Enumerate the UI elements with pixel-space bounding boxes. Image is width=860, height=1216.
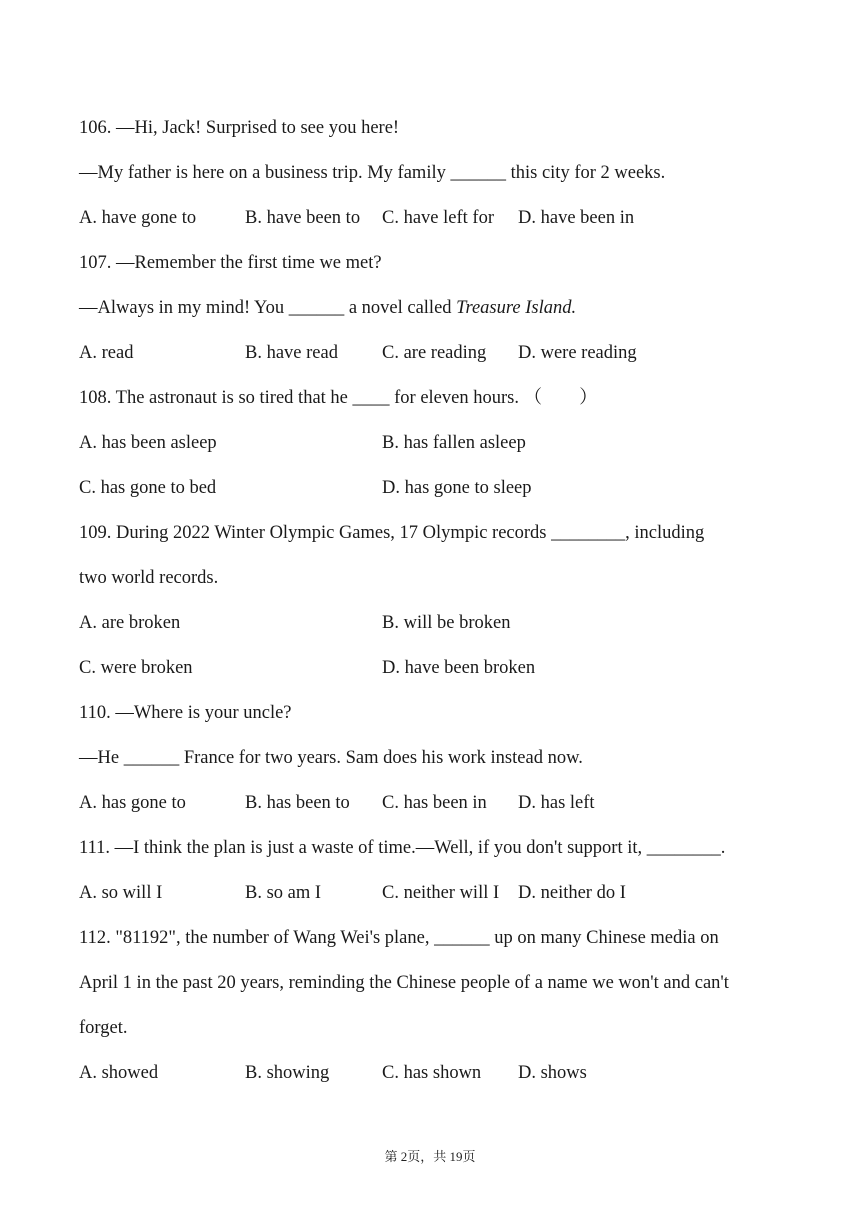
question-110-stem: 110. —Where is your uncle? [79, 703, 292, 723]
question-108-options-row2 [79, 476, 799, 500]
question-111-options [79, 881, 799, 905]
question-106-dialogue: —My father is here on a business trip. My family ______ this city for 2 weeks. [79, 163, 666, 183]
novel-title: Treasure Island. [456, 298, 577, 318]
question-110-options [79, 791, 799, 815]
option-a: A. are broken [79, 613, 181, 633]
question-112-stem-end: forget. [79, 1018, 128, 1038]
question-109-stem-cont: two world records. [79, 568, 219, 588]
option-c: C. were broken [79, 658, 193, 678]
question-106-options [79, 206, 799, 230]
question-107-stem: 107. —Remember the first time we met? [79, 253, 382, 273]
option-a: A. has gone to [79, 793, 186, 813]
option-d: D. have been broken [382, 658, 536, 678]
option-c: C. have left for [382, 208, 494, 228]
question-107-dialogue [79, 296, 576, 320]
option-d: D. have been in [518, 208, 635, 228]
question-111-stem: 111. —I think the plan is just a waste of time.—Well, if you don't support it, ________. [79, 838, 726, 858]
option-c: C. has shown [382, 1063, 482, 1083]
option-c: C. are reading [382, 343, 487, 363]
question-112-stem: 112. "81192", the number of Wang Wei's plane, ______ up on many Chinese media on [79, 928, 719, 948]
option-a: A. has been asleep [79, 433, 217, 453]
option-a: A. showed [79, 1063, 159, 1083]
option-d: D. were reading [518, 343, 637, 363]
option-c: C. has been in [382, 793, 487, 813]
option-b: B. has been to [245, 793, 350, 813]
option-d: D. has gone to sleep [382, 478, 532, 498]
option-d: D. has left [518, 793, 595, 813]
question-108-options-row1 [79, 431, 799, 455]
question-110-dialogue: —He ______ France for two years. Sam does his work instead now. [79, 748, 583, 768]
page-number-footer: 第 2页，共 19页 [384, 1149, 476, 1164]
option-b: B. has fallen asleep [382, 433, 526, 453]
option-d: D. shows [518, 1063, 587, 1083]
option-b: B. so am I [245, 883, 322, 903]
option-c: C. has gone to bed [79, 478, 217, 498]
question-108-stem: 108. The astronaut is so tired that he ____ for eleven hours. （ ） [79, 388, 598, 408]
option-b: B. showing [245, 1063, 330, 1083]
question-109-options-row1 [79, 611, 799, 635]
option-b: B. have read [245, 343, 338, 363]
option-b: B. will be broken [382, 613, 511, 633]
question-112-options [79, 1061, 799, 1085]
question-109-options-row2 [79, 656, 799, 680]
option-c: C. neither will I [382, 883, 500, 903]
question-109-stem: 109. During 2022 Winter Olympic Games, 17 Olympic records ________, including [79, 523, 705, 543]
dialogue-text: —Always in my mind! You ______ a novel called [79, 298, 457, 318]
option-a: A. have gone to [79, 208, 197, 228]
option-a: A. so will I [79, 883, 163, 903]
question-106-stem: 106. —Hi, Jack! Surprised to see you here! [79, 118, 400, 138]
question-107-options [79, 341, 799, 365]
option-a: A. read [79, 343, 134, 363]
option-d: D. neither do I [518, 883, 626, 903]
question-112-stem-cont: April 1 in the past 20 years, reminding the Chinese people of a name we won't and can't [79, 973, 729, 993]
option-b: B. have been to [245, 208, 361, 228]
